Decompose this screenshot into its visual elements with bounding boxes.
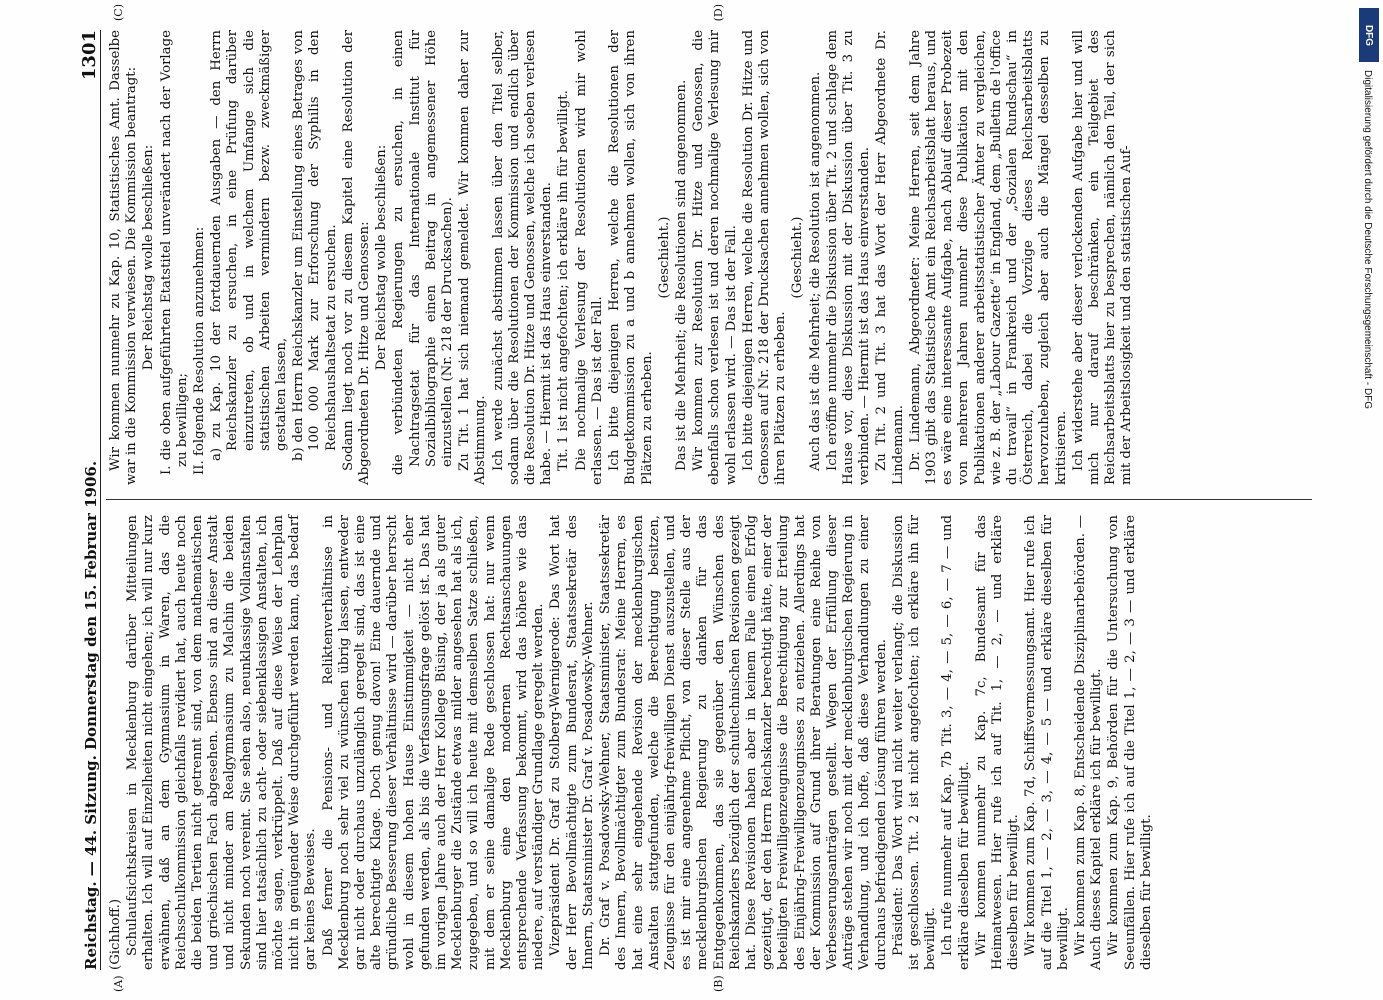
paragraph: Ich widerstehe aber dieser verlockenden Aufgabe hier und will mich nur darauf beschränken, ein Teilgebiet des Reichsarbeitsblatts hier zu besprechen, nämlich den Teil, der sich mit der Arbeitslosigkeit und den statistischen Auf- [1070, 30, 1134, 485]
paragraph: (Geschieht.) [789, 216, 805, 299]
paragraph: (Geschieht.) [656, 216, 672, 299]
vice-president-statement: Vizepräsident Dr. Graf zu Stolberg-Wernigerode: Das Wort hat der Herr Bevollmächtigte zum Bundesrat, Staatssekretär des Innern, Staatsminister Dr. Graf v. Posadowsky-Wehner. [547, 515, 596, 970]
speech-lindemann: Dr. Lindemann, Abgeordneter: Meine Herren, seit dem Jahre 1903 gibt das Statistische Amt ein Reichsarbeitsblatt heraus, und es wäre eine interessante Aufgabe, nach Ablauf dieser Probezeit von mehreren Jahren nunmehr diese Publikation mit den Publikationen anderer arbeitsstatistischer Ämter zu vergleichen, wie z. B. der „Labour Gazette“ in England, dem „Bulletin de l'office du travail“ in Frankreich und der „Sozialen Rundschau“ in Österreich, dabei die Vorzüge dieses Reichsarbeitsblatts hervorzuheben, zugleich aber auch die Mängel desselben zu kritisieren. [907, 30, 1069, 485]
paragraph: Sodann liegt noch vor zu diesem Kapitel eine Resolution der Abgeordneten Dr. Hitze und Genossen: [340, 30, 372, 485]
paragraph: Ich bitte diejenigen Herren, welche die Resolution Dr. Hitze und Genossen auf Nr. 218 der Drucksachen annehmen wollen, sich von ihren Plätzen zu erheben. [740, 30, 788, 485]
rotated-page-content [72, 4, 1312, 992]
right-column [108, 30, 1137, 485]
margin-mark-b: (B) [711, 975, 725, 992]
paragraph: Auch das ist die Mehrheit; die Resolution ist angenommen. [807, 71, 823, 471]
running-header [72, 30, 101, 970]
paragraph: I. die oben aufgeführten Etatstitel unverändert nach der Vorlage zu bewilligen; [158, 30, 190, 475]
paragraph: Wir kommen zum Kap. 8, Entscheidende Disziplinarbehörden. — Auch dieses Kapitel erkläre ich für bewilligt. [1072, 515, 1104, 970]
paragraph: Daß ferner die Pensions- und Reliktenverhältnisse in Mecklenburg noch sehr viel zu wünschen übrig lassen, entweder gar nicht oder durchaus unzulänglich geregelt sind, das ist eine alte berechtigte Klage. Doch genug davon! Eine dauernde und gründliche Besserung dieser Verhältnisse wird — darüber herrscht wohl in diesem hohen Hause Einstimmigkeit — nicht eher gefunden werden, als bis die Verfassungsfrage gelöst ist. Das hat im vorigen Jahre auch der Herr Kollege Büsing, der ja als guter Mecklenburger die Zustände etwas milder angesehen hat als ich, zugegeben, und so will ich heute mit demselben Satze schließen, mit dem er seine damalige Rede geschlossen hat: nur wenn Mecklenburg eine den modernen Rechtsanschauungen entsprechende Verfassung bekommt, wird das höhere wie das niedere, auf verständiger Grundlage geregelt werden. [320, 515, 546, 970]
paragraph: Wir kommen nunmehr zu Kap. 7c, Bundesamt für das Heimatwesen. Hier rufe ich auf Tit. 1, — 2, — und erkläre dieselben für bewilligt. [973, 515, 1021, 970]
paragraph: Ich rufe nunmehr auf Kap. 7b Tit. 3, — 4, — 5, — 6, — 7 — und erkläre dieselben für bewilligt. [939, 515, 972, 970]
margin-mark-c: (C) [111, 4, 125, 21]
president-statement: Präsident: Das Wort wird nicht weiter verlangt; die Diskussion ist geschlossen. Tit. 2 ist nicht angefochten; ich erkläre ihn für bewilligt. [890, 515, 938, 970]
paragraph: II. folgende Resolution anzunehmen: [191, 226, 207, 475]
paragraph: Ich eröffne nunmehr die Diskussion über Tit. 2 und schlage dem Hause vor, diese Diskussion mit der Diskussion über Tit. 3 zu verbinden. — Hiermit ist das Haus einverstanden. [824, 30, 872, 485]
margin-mark-a: (A) [111, 975, 125, 992]
paragraph: Wir kommen zur Resolution Dr. Hitze und Genossen, die ebenfalls schon verlesen ist und deren nochmalige Verlesung mir wohl erlassen wird. — Das ist der Fall. [690, 30, 739, 485]
paragraph: Der Reichstag wolle beschließen: [373, 144, 389, 371]
paragraph: die verbündeten Regierungen zu ersuchen, in einen Nachtragsetat für das Internationale Institut für Sozialbibliographie einen Beitrag in angemessener Höhe einzustellen (Nr. 218 der Drucksachen). [390, 30, 455, 475]
paragraph: a) zu Kap. 10 der fortdauernden Ausgaben — den Herrn Reichskanzler zu ersuchen, in eine Prüfung darüber einzutreten, ob und in welchem Umfange sich die statistischen Arbeiten vermindern bezw. zweckmäßiger gestalten lassen, [208, 30, 289, 461]
left-column [108, 515, 1156, 970]
paragraph: Der Reichstag wolle beschließen: [140, 144, 156, 371]
column-divider [106, 499, 1312, 500]
paragraph: b) den Herrn Reichskanzler um Einstellung eines Betrages von 100 000 Mark zur Erforschung der Syphilis in den Reichshaushaltsetat zu ersuchen. [290, 30, 339, 461]
dfg-logo: DFG [1359, 8, 1379, 62]
digitization-note [1357, 70, 1377, 930]
paragraph: Wir kommen nunmehr zu Kap. 10, Statistisches Amt. Dasselbe war in die Kommission verwiesen. Die Kommission beantragt: [107, 30, 139, 485]
paragraph: Das ist die Mehrheit; die Resolutionen sind angenommen. [673, 79, 689, 471]
speaker-label: (Gichhoff.) [107, 898, 123, 970]
paragraph: Wir kommen zum Kap. 7d, Schiffsvermessungsamt. Hier rufe ich auf die Titel 1, — 2, — 3, — 4, — 5 — und erkläre dieselben für bewilligt. [1022, 515, 1071, 970]
digitization-note-text: Digitalisierung gefördert durch die Deutsche Forschungsgemeinschaft - DFG [1362, 70, 1373, 410]
header-title: Reichstag. — 44. Sitzung. Donnerstag den 15. Februar 1906. [81, 460, 100, 970]
paragraph: Ich bitte diejenigen Herren, welche die Resolutionen der Budgetkommission zu a und b annehmen wollen, sich von ihren Plätzen zu erheben. [606, 30, 654, 485]
margin-mark-d: (D) [711, 4, 725, 22]
paragraph: Wir kommen zum Kap. 9, Behörden für die Untersuchung von Seeunfällen. Hier rufe ich auf die Titel 1, — 2, — 3 — und erkläre dieselben für bewilligt. [1105, 515, 1154, 970]
paragraph: Tit. 1 ist nicht angefochten; ich erkläre ihn für bewilligt. [555, 90, 571, 471]
page-number: 1301 [78, 30, 100, 81]
paragraph: Schulaufsichtskreisen in Mecklenburg darüber Mitteilungen erhalten. Ich will auf Einzelheiten nicht eingehen; ich will nur kurz erwähnen, daß an dem Gymnasium in Waren, das die Reichsschulkommission gleichfalls revidiert hat, auch heute noch die beiden Tertien nicht getrennt sind, von dem mathematischen und griechischen Fach abgesehen. Ebenso sind an dieser Anstalt und nicht minder am Realgymnasium zu Malchin die beiden Sekunden noch vereint. Sie sehen also, neunklassige Vollanstalten sind hier tatsächlich zu acht- oder siebenklassigen Anstalten, ich möchte sagen, verkrüppelt. Daß auf diese Weise der Lehrplan nicht in genügender Weise durchgeführt werden kann, das bedarf gar keines Beweises. [124, 515, 318, 970]
paragraph: Die nochmalige Verlesung der Resolutionen wird mir wohl erlassen. — Das ist der Fall. [573, 30, 605, 485]
paragraph: Zu Tit. 1 hat sich niemand gemeldet. Wir kommen daher zur Abstimmung. [456, 30, 488, 485]
paragraph: Ich werde zunächst abstimmen lassen über den Titel selber, sodann über die Resolutionen der Kommission und endlich über die Resolution Dr. Hitze und Genossen, welche ich soeben verlesen habe. — Hiermit ist das Haus einverstanden. [490, 30, 554, 485]
speech-posadowsky: Dr. Graf v. Posadowsky-Wehner, Staatsminister, Staatssekretär des Innern, Bevollmächtigter zum Bundesrat: Meine Herren, es hat eine sehr eingehende Revision der mecklenburgischen Anstalten stattgefunden, welche die Berechtigung besitzen, Zeugnisse für den einjährig-freiwilligen Dienst auszustellen, und es ist mir eine angenehme Pflicht, von dieser Stelle aus der mecklenburgischen Regierung zu danken für das Entgegenkommen, das sie gegenüber den Wünschen des Reichskanzlers bezüglich der schultechnischen Revisionen gezeigt hat. Diese Revisionen haben aber in keinem Falle einen Erfolg gezeitigt, der den Herrn Reichskanzler berechtigt hätte, einer der beteiligten Freiwilligenzeugnisse die Berechtigung zur Erteilung des Einjährig-Freiwilligenzeugnisses zu entziehen. Allerdings hat der Kommission auf Grund ihrer Beratungen eine Reihe von Verbesserungsanträgen gestellt. Wegen der Erfüllung dieser Anträge stehen wir noch mit der mecklenburgischen Regierung in Verhandlung, und ich hoffe, daß diese Verhandlungen zu einer durchaus befriedigenden Lösung führen werden. [597, 515, 889, 970]
paragraph: Zu Tit. 2 und Tit. 3 hat das Wort der Herr Abgeordnete Dr. Lindemann. [873, 30, 906, 485]
